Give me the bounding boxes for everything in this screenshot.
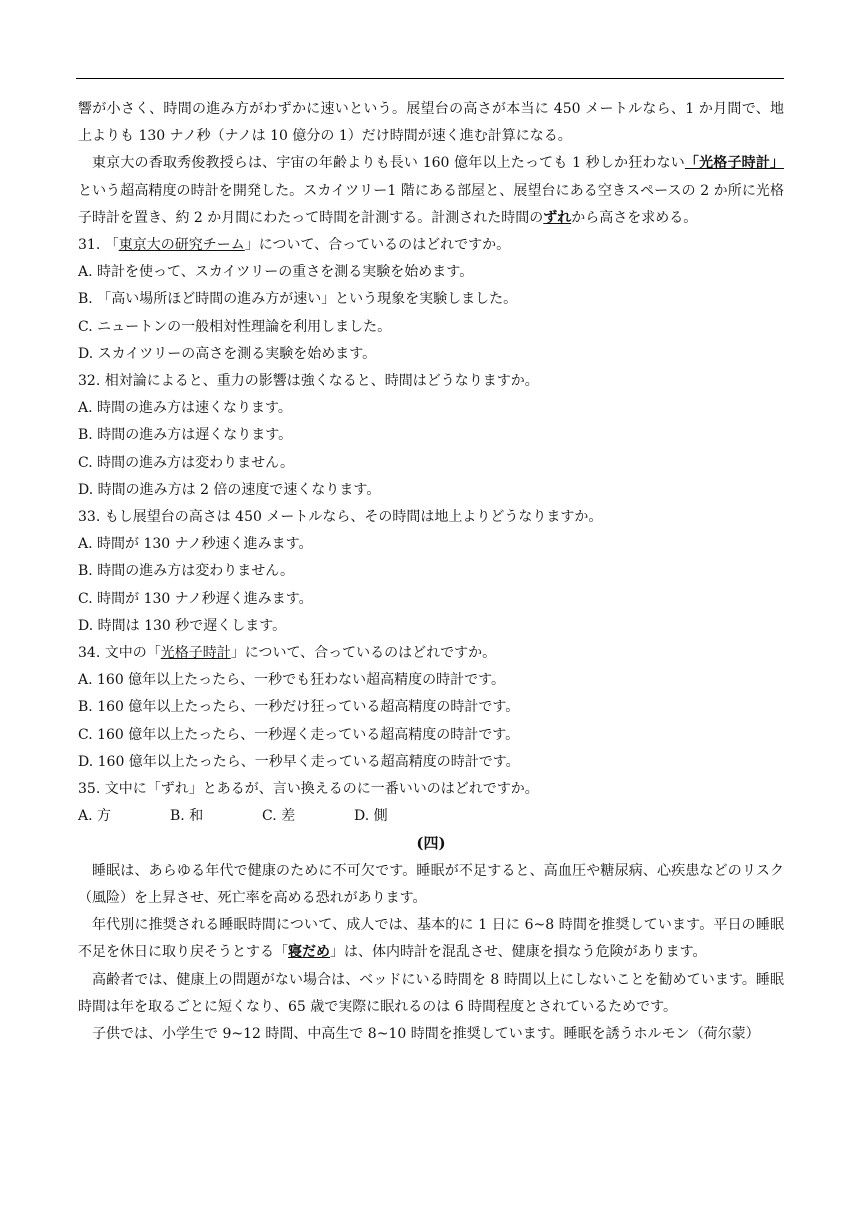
section-title: (四) xyxy=(416,834,446,853)
answer-option: B. 時間の進み方は変わりません。 xyxy=(78,563,295,580)
passage-paragraph: 響が小さく、時間の進み方がわずかに速いという。展望台の高さが本当に 450 メートルなら、1 か月間で、地上よりも 130 ナノ秒（ナノは 10 億分の 1）だけ時間が速く進む計算になる。 xyxy=(78,101,784,145)
question-35 xyxy=(78,776,784,830)
question-stem: 33. もし展望台の高さは 450 メートルなら、その時間は地上よりどうなりますか。 xyxy=(78,509,603,526)
passage-paragraph: 東京大の香取秀俊教授らは、宇宙の年齢よりも長い 160 億年以上たっても 1 秒しか狂わない「光格子時計」という超高精度の時計を開発した。スカイツリー1 階にある部屋と、展望台にある空きスペースの 2 か所に光格子時計を置き、約 2 か月間にわたって時間を計測する。計測された時間のずれから高さを求める。 xyxy=(78,155,784,226)
answer-option: B. 時間の進み方は遅くなります。 xyxy=(78,427,293,444)
header-rule xyxy=(76,78,784,79)
answer-option: D. 時間は 130 秒で遅くします。 xyxy=(78,617,287,634)
term-zure: ずれ xyxy=(543,209,572,226)
answer-option: D. 側 xyxy=(354,808,388,825)
passage-paragraph: 高齢者では、健康上の問題がない場合は、ベッドにいる時間を 8 時間以上にしないことを勧めています。睡眠時間は年を取るごとに短くなり、65 歳で実際に眠れるのは 6 時間程度とされているためです。 xyxy=(78,971,784,1015)
question-stem: 34. 文中の「光格子時計」について、合っているのはどれですか。 xyxy=(78,645,497,662)
answer-option: D. スカイツリーの高さを測る実験を始めます。 xyxy=(78,345,377,362)
passage-paragraph: 子供では、小学生で 9~12 時間、中高生で 8~10 時間を推奨しています。睡眠を誘うホルモン（荷尔蒙） xyxy=(92,1025,760,1042)
answer-option: A. 方 xyxy=(78,808,112,825)
answer-option-row xyxy=(78,803,784,830)
answer-option: A. 時間が 130 ナノ秒速く進みます。 xyxy=(78,536,313,553)
passage-paragraph: 年代別に推奨される睡眠時間について、成人では、基本的に 1 日に 6~8 時間を推奨しています。平日の睡眠不足を休日に取り戻そうとする「寝だめ」は、体内時計を混乱させ、健康を損なう危険があります。 xyxy=(78,917,784,961)
answer-option: A. 時間の進み方は速くなります。 xyxy=(78,400,292,417)
term-nedame: 寝だめ xyxy=(288,944,330,961)
question-stem: 31. 「東京大の研究チーム」について、合っているのはどれですか。 xyxy=(78,237,511,254)
question-term: 東京大の研究チーム xyxy=(118,237,245,254)
question-31 xyxy=(78,232,784,368)
question-32 xyxy=(78,368,784,504)
answer-option: D. 160 億年以上たったら、一秒早く走っている超高精度の時計です。 xyxy=(78,753,520,770)
question-term: 光格子時計 xyxy=(160,645,231,662)
answer-option: C. ニュートンの一般相対性理論を利用しました。 xyxy=(78,318,392,335)
answer-option: C. 時間が 130 ナノ秒遅く進みます。 xyxy=(78,590,313,607)
term-hikari-koshi-tokei: 「光格子時計」 xyxy=(684,155,784,172)
answer-option: C. 時間の進み方は変わりません。 xyxy=(78,454,294,471)
question-stem: 32. 相対論によると、重力の影響は強くなると、時間はどうなりますか。 xyxy=(78,373,539,390)
question-33 xyxy=(78,504,784,640)
answer-option: B. 和 xyxy=(170,808,204,825)
answer-option: A. 160 億年以上たったら、一秒でも狂わない超高精度の時計です。 xyxy=(78,672,506,689)
document-body xyxy=(78,96,784,1048)
answer-option: B. 「高い場所ほど時間の進み方が速い」という現象を実験しました。 xyxy=(78,291,518,308)
answer-option: C. 差 xyxy=(262,808,296,825)
answer-option: D. 時間の進み方は 2 倍の速度で速くなります。 xyxy=(78,481,381,498)
answer-option: C. 160 億年以上たったら、一秒遅く走っている超高精度の時計です。 xyxy=(78,726,520,743)
answer-option: B. 160 億年以上たったら、一秒だけ狂っている超高精度の時計です。 xyxy=(78,699,520,716)
passage-paragraph: 睡眠は、あらゆる年代で健康のために不可欠です。睡眠が不足すると、高血圧や糖尿病、心疾患などのリスク（風险）を上昇させ、死亡率を高める恐れがあります。 xyxy=(78,862,784,906)
answer-option: A. 時計を使って、スカイツリーの重さを測る実験を始めます。 xyxy=(78,264,474,281)
question-stem: 35. 文中に「ずれ」とあるが、言い換えるのに一番いいのはどれですか。 xyxy=(78,781,539,798)
question-34 xyxy=(78,640,784,776)
